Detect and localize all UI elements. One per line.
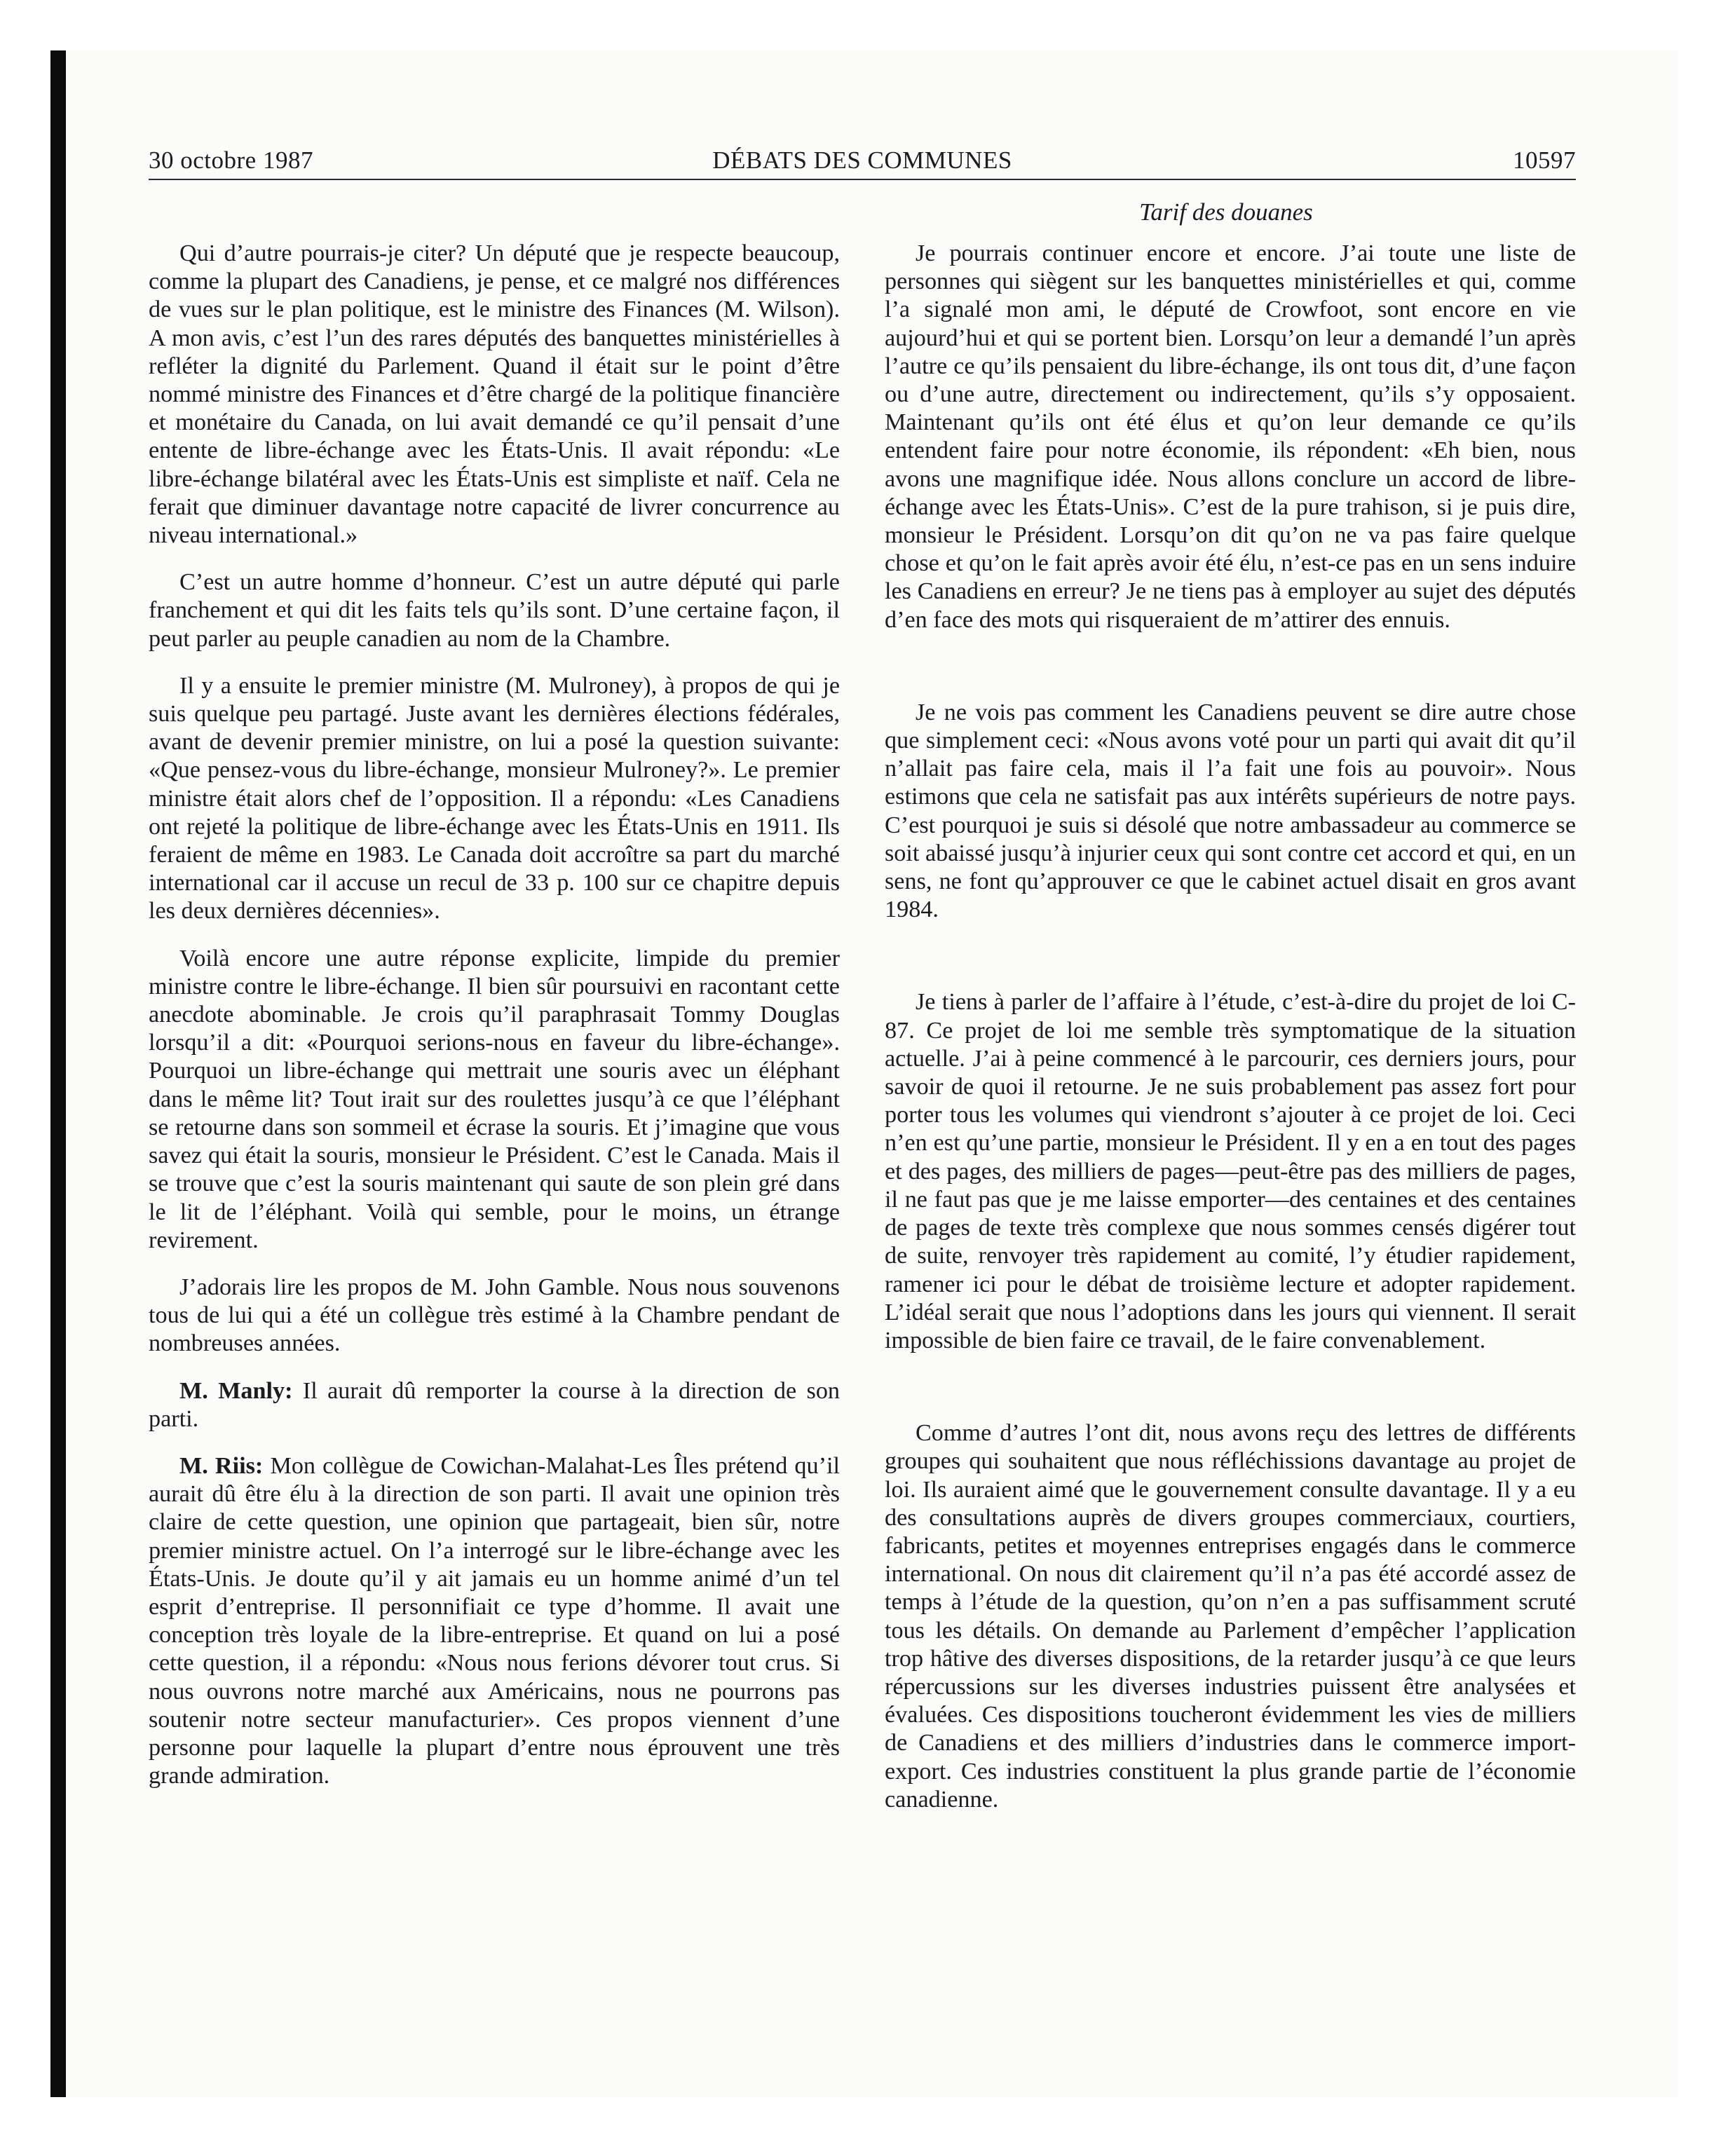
paragraph-text: Je ne vois pas comment les Canadiens peuvent se dire autre chose que simplement ceci: «Nous avons voté pour un parti qui avait dit qu’il n’allait pas faire cela, mais il l’a fait une fois au pouvoir». Nous estimons que cela ne satisfait pas aux intérêts supérieurs de notre pays. C’est pourquoi je suis si désolé que notre ambassadeur au commerce se soit abaissé jusqu’à injurier ceux qui sont contre cet accord et qui, en un sens, ne font qu’approuver ce que le cabinet actuel disait en gros avant 1984.	[885, 699, 1576, 923]
paragraph	[149, 240, 840, 550]
paragraph	[149, 1274, 840, 1358]
paragraph	[149, 945, 840, 1255]
right-column	[885, 240, 1576, 1814]
speaker-name: M. Manly:	[179, 1377, 293, 1404]
paragraph	[149, 1452, 840, 1790]
paragraph	[885, 699, 1576, 925]
paragraph-text: Mon collègue de Cowichan-Malahat-Les Îles prétend qu’il aurait dû être élu à la direction de son parti. Il avait une opinion très claire de cette question, une opinion que partageait, bien sûr, notre premier ministre actuel. On l’a interrogé sur le libre-échange avec les États-Unis. Je doute qu’il y ait jamais eu un homme animé d’un tel esprit d’entreprise. Il personnifiait ce type d’homme. Il avait une conception très loyale de la libre-entreprise. Et quand on lui a posé cette question, il a répondu: «Nous nous ferions dévorer tout crus. Si nous ouvrons notre marché aux Américains, nous ne pourrons pas soutenir notre secteur manufacturier». Ces propos viennent d’une personne pour laquelle la plupart d’entre nous éprouvent une très grande admiration.	[149, 1452, 840, 1789]
paragraph-text: Comme d’autres l’ont dit, nous avons reçu des lettres de différents groupes qui souhaitent que nous réfléchissions davantage au projet de loi. Ils auraient aimé que le gouvernement consulte davantage. Il y a eu des consultations auprès de divers groupes commerciaux, courtiers, fabricants, petites et moyennes entreprises engagés dans le commerce international. On nous dit clairement qu’il n’a pas été accordé assez de temps à l’étude de la question, qu’on n’en a pas suffisamment scruté tous les détails. On demande au Parlement d’empêcher l’application trop hâtive des diverses dispositions, de la retarder jusqu’à ce que leurs répercussions sur les diverses industries puissent être analysées et évaluées. Ces dispositions toucheront évidemment les vies de milliers de Canadiens et des milliers d’industries dans le commerce import-export. Ces industries constituent la plus grande partie de l’économie canadienne.	[885, 1420, 1576, 1813]
paragraph-text: Il aurait dû remporter la course à la direction de son parti.	[149, 1377, 841, 1432]
paragraph	[149, 672, 840, 926]
paragraph-text: Il y a ensuite le premier ministre (M. Mulroney), à propos de qui je suis quelque peu partagé. Juste avant les dernières élections fédérales, avant de devenir premier ministre, on lui a posé la question suivante: «Que pensez-vous du libre-échange, monsieur Mulroney?». Le premier ministre était alors chef de l’opposition. Il a répondu: «Les Canadiens ont rejeté la politique de libre-échange avec les États-Unis en 1911. Ils feraient de même en 1983. Le Canada doit accroître sa part du marché international car il accuse un recul de 33 p. 100 sur ce chapitre depuis les deux dernières décennies».	[149, 672, 840, 925]
paragraph-text: Qui d’autre pourrais-je citer? Un député que je respecte beaucoup, comme la plupart des Canadiens, je pense, et ce malgré nos différences de vues sur le plan politique, est le ministre des Finances (M. Wilson). A mon avis, c’est l’un des rares députés des banquettes ministérielles à refléter la dignité du Parlement. Quand il était sur le point d’être nommé ministre des Finances et d’être chargé de la politique financière et monétaire du Canada, on lui avait demandé ce qu’il pensait d’une entente de libre-échange avec les États-Unis. Il avait répondu: «Le libre-échange bilatéral avec les États-Unis est simpliste et naïf. Cela ne ferait que diminuer davantage notre capacité de livrer concurrence au niveau international.»	[149, 240, 840, 549]
paragraph	[885, 988, 1576, 1355]
paragraph-text: Je tiens à parler de l’affaire à l’étude, c’est-à-dire du projet de loi C-87. Ce projet de loi me semble très symptomatique de la situation actuelle. J’ai à peine commencé à le parcourir, ces derniers jours, pour savoir de quoi il retourne. Je ne suis probablement pas assez fort pour porter tous les volumes qui viendront s’ajouter à ce projet de loi. Ceci n’en est qu’une partie, monsieur le Président. Il y en a en tout des pages et des pages, des milliers de pages—peut-être pas des milliers de pages, il ne faut pas que je me laisse emporter—des centaines et des centaines de pages de texte très complexe que nous sommes censés digérer tout de suite, renvoyer très rapidement au comité, l’y étudier rapidement, ramener ici pour le débat de troisième lecture et adopter rapidement. L’idéal serait que nous l’adoptions dans les jours qui viennent. Il serait impossible de bien faire ce travail, de le faire convenablement.	[885, 989, 1576, 1353]
paragraph-text: C’est un autre homme d’honneur. C’est un autre député qui parle franchement et qui dit les faits tels qu’ils sont. D’une certaine façon, il peut parler au peuple canadien au nom de la Chambre.	[149, 569, 840, 652]
paragraph-text: Voilà encore une autre réponse explicite, limpide du premier ministre contre le libre-échange. Il bien sûr poursuivi en racontant cette anecdote abominable. Je crois qu’il paraphrasait Tommy Douglas lorsqu’il a dit: «Pourquoi serions-nous en faveur du libre-échange». Pourquoi un libre-échange qui mettrait une souris avec un éléphant dans le même lit? Tout irait sur des roulettes jusqu’à ce que l’éléphant se retourne dans son sommeil et écrase la souris. Et j’imagine que vous savez qui était la souris, monsieur le Président. C’est le Canada. Mais il se trouve que c’est la souris maintenant qui saute de son plein gré dans le lit de l’éléphant. Voilà qui semble, pour le moins, un étrange revirement.	[149, 945, 840, 1253]
paragraph-text: J’adorais lire les propos de M. John Gamble. Nous nous souvenons tous de lui qui a été un collègue très estimé à la Chambre pendant de nombreuses années.	[149, 1274, 840, 1357]
header-date: 30 octobre 1987	[149, 146, 313, 174]
paragraph	[149, 1377, 840, 1433]
paragraph	[885, 240, 1576, 634]
paragraph	[149, 568, 840, 653]
header-journal-title: DÉBATS DES COMMUNES	[712, 146, 1012, 174]
section-title: Tarif des douanes	[1139, 198, 1313, 226]
speaker-name: M. Riis:	[179, 1452, 264, 1479]
paragraph	[885, 1419, 1576, 1814]
scan-edge-shadow	[50, 50, 66, 2097]
left-column	[149, 240, 840, 1790]
running-header	[149, 144, 1576, 180]
header-page-number: 10597	[1513, 146, 1576, 174]
paragraph-text: Je pourrais continuer encore et encore. J’ai toute une liste de personnes qui siègent sur les banquettes ministérielles et qui, comme l’a signalé mon ami, le député de Crowfoot, sont encore en vie aujourd’hui et qui se portent bien. Lorsqu’on leur a demandé l’un après l’autre ce qu’ils pensaient du libre-échange, ils ont tous dit, d’une façon ou d’une autre, directement ou indirectement, qu’ils s’y opposaient. Maintenant qu’ils ont été élus et qu’on leur demande ce qu’ils entendent faire pour notre économie, ils répondent: «Eh bien, nous avons une magnifique idée. Nous allons conclure un accord de libre-échange avec les États-Unis». C’est de la pure trahison, si je puis dire, monsieur le Président. Lorsqu’on dit qu’on ne va pas faire quelque chose et qu’on le fait après avoir été élu, n’est-ce pas en un sens induire les Canadiens en erreur? Je ne tiens pas à employer au sujet des députés d’en face des mots qui risqueraient de m’attirer des ennuis.	[885, 240, 1576, 633]
